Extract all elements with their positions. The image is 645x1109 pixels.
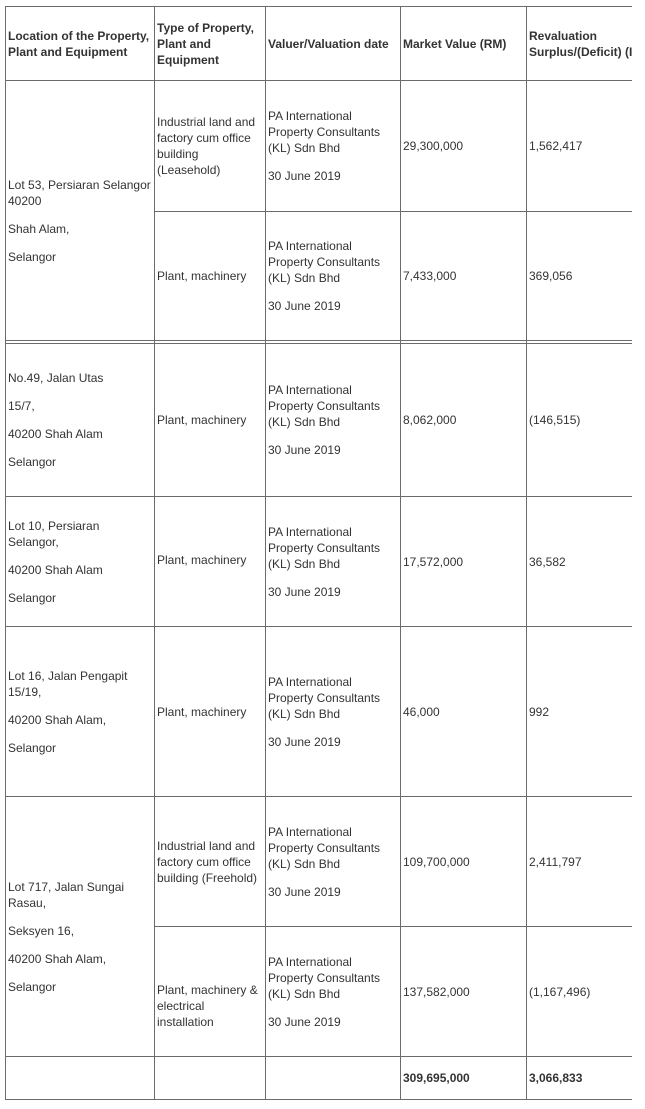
total-revaluation: 3,066,833 [529, 1071, 583, 1085]
valuer-cell: PA International Property Consultants (KL) Sdn Bhd 30 June 2019 [268, 383, 381, 457]
valuer-cell: PA International Property Consultants (KL) Sdn Bhd 30 June 2019 [268, 674, 381, 749]
header-location: Location of the Property, Plant and Equipment [8, 28, 150, 59]
market-value-cell: 46,000 [403, 704, 440, 719]
location-cell: Lot 53, Persiaran Selangor 40200 Shah Alam, Selangor [8, 177, 151, 264]
valuer-cell: PA International Property Consultants (KL) Sdn Bhd 30 June 2019 [268, 824, 381, 899]
type-cell: Plant, machinery & electrical installation [157, 982, 258, 1029]
market-value-cell: 7,433,000 [403, 269, 457, 283]
total-market-value: 309,695,000 [403, 1071, 470, 1085]
type-cell: Plant, machinery [157, 553, 247, 567]
revaluation-cell: 1,562,417 [529, 139, 583, 153]
valuer-cell: PA International Property Consultants (KL) Sdn Bhd 30 June 2019 [268, 239, 381, 313]
header-type: Type of Property, Plant and Equipment [157, 20, 254, 67]
revaluation-cell: 36,582 [529, 554, 566, 569]
location-cell: Lot 16, Jalan Pengapit 15/19, 40200 Shah Alam, Selangor [8, 668, 128, 755]
market-value-cell: 137,582,000 [403, 984, 470, 999]
revaluation-cell: (146,515) [529, 413, 581, 427]
type-cell: Plant, machinery [157, 413, 247, 427]
location-cell: Lot 10, Persiaran Selangor, 40200 Shah Alam Selangor [8, 518, 103, 605]
market-value-cell: 17,572,000 [403, 554, 464, 569]
market-value-cell: 8,062,000 [403, 413, 457, 427]
market-value-cell: 109,700,000 [403, 854, 470, 869]
type-cell: Industrial land and factory cum office building (Leasehold) [157, 115, 256, 177]
revaluation-cell: 992 [529, 704, 550, 719]
header-market-value: Market Value (RM) [403, 36, 507, 51]
location-cell: Lot 717, Jalan Sungai Rasau, Seksyen 16, 40200 Shah Alam, Selangor [8, 879, 125, 994]
revaluation-cell: 2,411,797 [529, 854, 582, 869]
revaluation-cell: (1,167,496) [529, 984, 591, 999]
revaluation-cell: 369,056 [529, 269, 573, 283]
valuer-cell: PA International Property Consultants (KL) Sdn Bhd 30 June 2019 [268, 109, 381, 183]
valuer-cell: PA International Property Consultants (KL) Sdn Bhd 30 June 2019 [268, 954, 381, 1029]
location-cell: No.49, Jalan Utas 15/7, 40200 Shah Alam Selangor [8, 371, 104, 469]
type-cell: Plant, machinery [157, 269, 247, 283]
valuer-cell: PA International Property Consultants (KL) Sdn Bhd 30 June 2019 [268, 524, 381, 599]
header-valuer: Valuer/Valuation date [268, 36, 389, 51]
market-value-cell: 29,300,000 [403, 139, 464, 153]
header-revaluation: Revaluation Surplus/(Deficit) (I [529, 28, 632, 59]
type-cell: Plant, machinery [157, 704, 247, 719]
type-cell: Industrial land and factory cum office building (Freehold) [157, 838, 258, 885]
